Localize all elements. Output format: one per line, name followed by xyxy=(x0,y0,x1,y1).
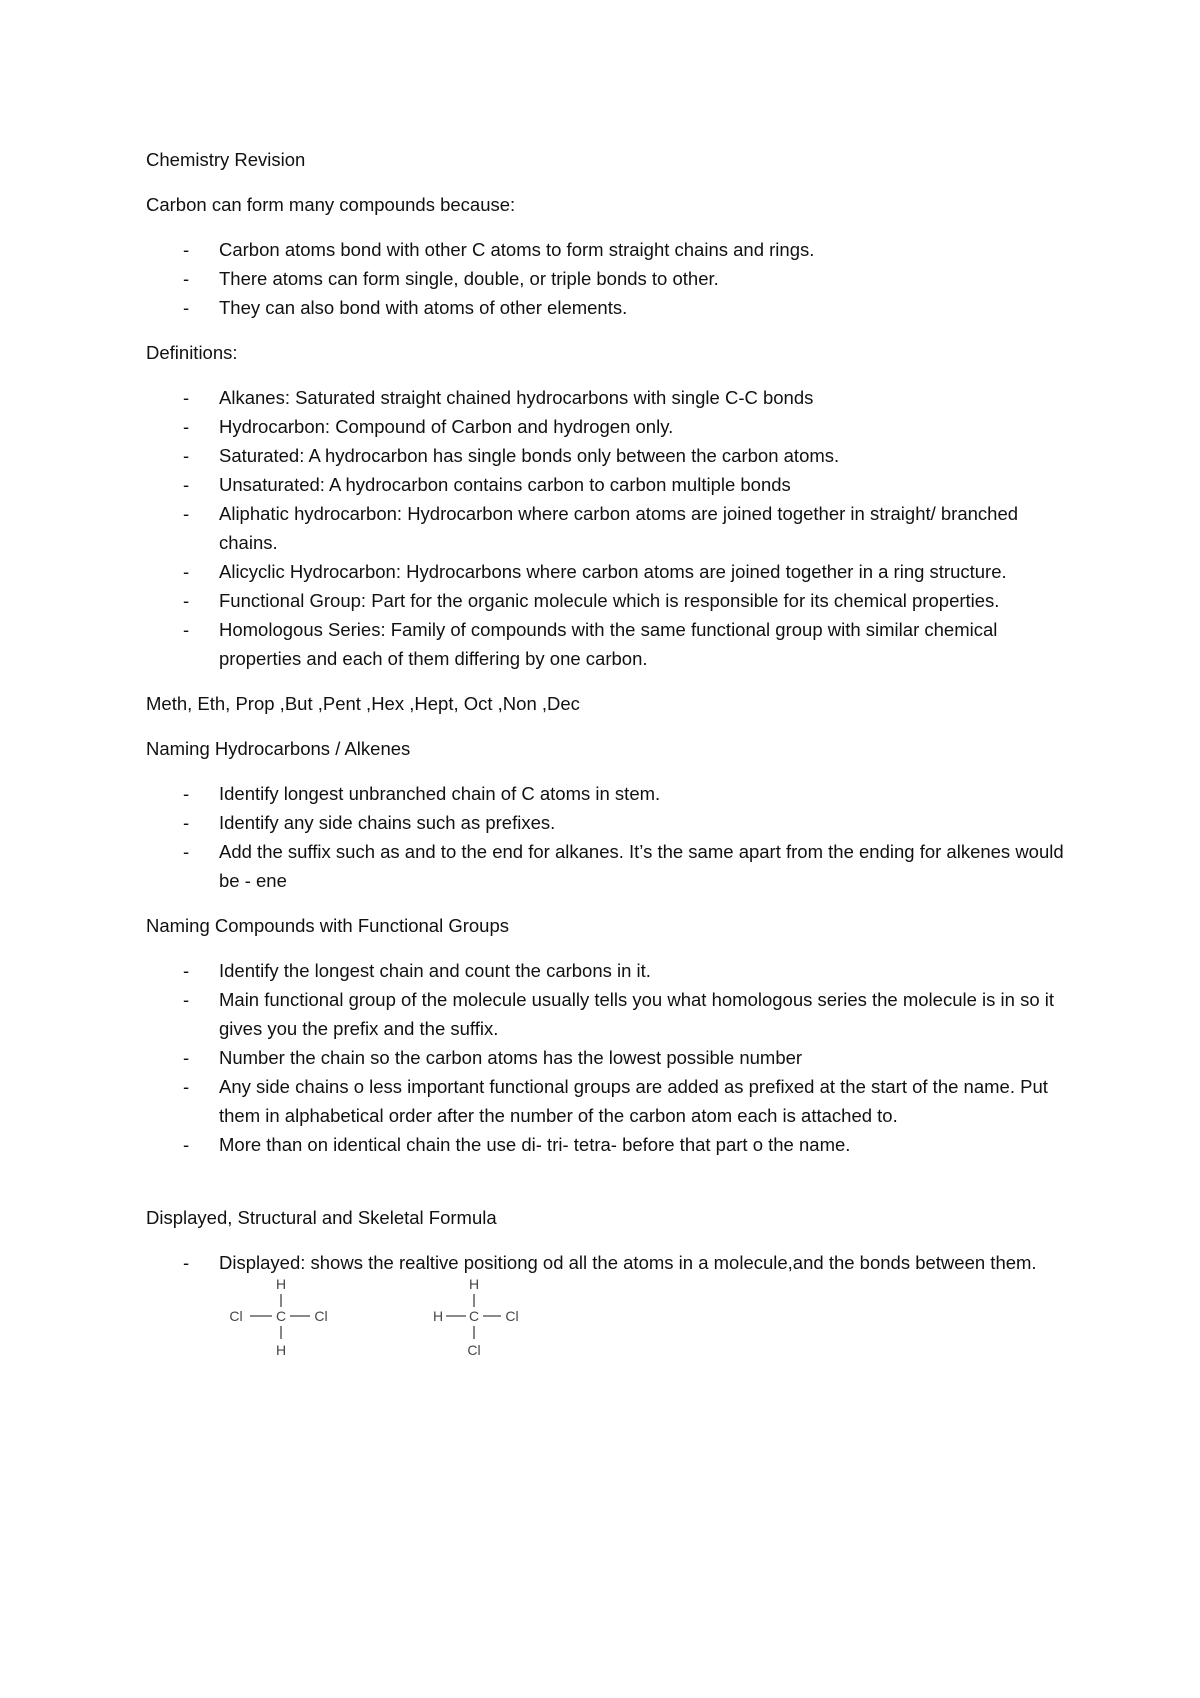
definitions-list xyxy=(146,383,1076,673)
intro-list xyxy=(146,235,1076,322)
list-item: - Alicyclic Hydrocarbon: Hydrocarbons where carbon atoms are joined together in a ring structure. xyxy=(146,557,1076,586)
list-item: - There atoms can form single, double, or triple bonds to other. xyxy=(146,264,1076,293)
list-item: - Any side chains o less important functional groups are added as prefixed at the start of the name. Put them in alphabetical order after the number of the carbon atom each is attached to. xyxy=(146,1072,1076,1130)
naming-hydrocarbons-heading: Naming Hydrocarbons / Alkenes xyxy=(146,738,411,759)
molecule-diagram-2 xyxy=(428,1277,538,1363)
list-item: - Saturated: A hydrocarbon has single bonds only between the carbon atoms. xyxy=(146,441,1076,470)
naming-functional-heading: Naming Compounds with Functional Groups xyxy=(146,915,509,936)
naming-hydrocarbons-list xyxy=(146,779,1076,895)
list-item: - Hydrocarbon: Compound of Carbon and hydrogen only. xyxy=(146,412,1076,441)
atom-bottom: Cl xyxy=(467,1342,481,1358)
structural-formulas xyxy=(146,1277,1076,1363)
list-item: - Main functional group of the molecule usually tells you what homologous series the molecule is in so it gives you the prefix and the suffix. xyxy=(146,985,1076,1043)
formulas-list xyxy=(146,1248,1076,1277)
list-item: - Displayed: shows the realtive positiong od all the atoms in a molecule,and the bonds between them. xyxy=(146,1248,1076,1277)
list-item: - Carbon atoms bond with other C atoms to form straight chains and rings. xyxy=(146,235,1076,264)
list-item: - Homologous Series: Family of compounds with the same functional group with similar chemical properties and each of them differing by one carbon. xyxy=(146,615,1076,673)
naming-functional-list xyxy=(146,956,1076,1159)
list-item: - Add the suffix such as and to the end for alkanes. It’s the same apart from the ending for alkenes would be - ene xyxy=(146,837,1076,895)
atom-center: C xyxy=(468,1308,480,1324)
atom-left: Cl xyxy=(229,1308,243,1324)
list-item: - Alkanes: Saturated straight chained hydrocarbons with single C-C bonds xyxy=(146,383,1076,412)
prefixes-line: Meth, Eth, Prop ,But ,Pent ,Hex ,Hept, Oct ,Non ,Dec xyxy=(146,693,580,714)
page-title: Chemistry Revision xyxy=(146,149,306,170)
atom-top: H xyxy=(275,1277,287,1292)
atom-right: Cl xyxy=(505,1308,519,1324)
intro-heading: Carbon can form many compounds because: xyxy=(146,194,516,215)
formulas-heading: Displayed, Structural and Skeletal Formula xyxy=(146,1207,497,1228)
list-item: - Identify any side chains such as prefixes. xyxy=(146,808,1076,837)
list-item: - Aliphatic hydrocarbon: Hydrocarbon where carbon atoms are joined together in straight/ branched chains. xyxy=(146,499,1076,557)
spacer xyxy=(146,1175,1076,1203)
list-item: - Number the chain so the carbon atoms has the lowest possible number xyxy=(146,1043,1076,1072)
atom-center: C xyxy=(275,1308,287,1324)
document-body xyxy=(146,145,1076,1363)
list-item: - Unsaturated: A hydrocarbon contains carbon to carbon multiple bonds xyxy=(146,470,1076,499)
list-item: - Identify longest unbranched chain of C atoms in stem. xyxy=(146,779,1076,808)
atom-left: H xyxy=(432,1308,444,1324)
list-item: - Functional Group: Part for the organic molecule which is responsible for its chemical properties. xyxy=(146,586,1076,615)
atom-top: H xyxy=(468,1277,480,1292)
atom-right: Cl xyxy=(314,1308,328,1324)
definitions-heading: Definitions: xyxy=(146,342,238,363)
list-item: - Identify the longest chain and count the carbons in it. xyxy=(146,956,1076,985)
list-item: - They can also bond with atoms of other elements. xyxy=(146,293,1076,322)
list-item: - More than on identical chain the use di- tri- tetra- before that part o the name. xyxy=(146,1130,1076,1159)
atom-bottom: H xyxy=(275,1342,287,1358)
molecule-diagram-1 xyxy=(222,1277,332,1363)
